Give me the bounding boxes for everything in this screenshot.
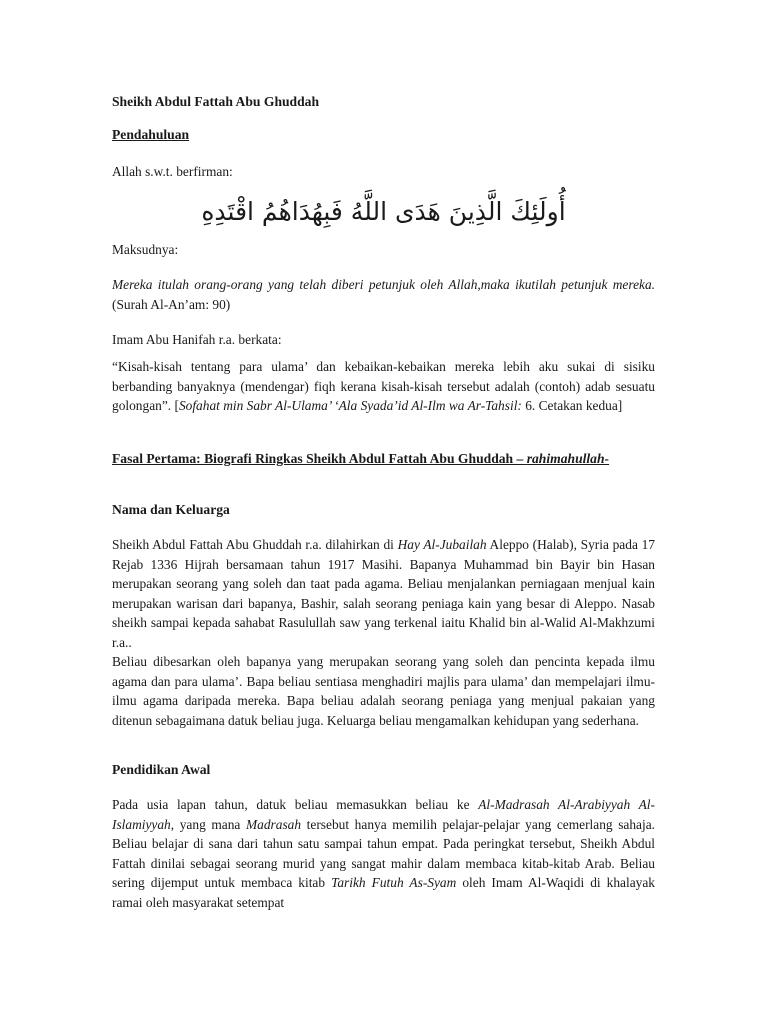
allah-says-text: Allah s.w.t. berfirman: [112,164,233,179]
chapter-heading-italic: rahimahullah- [526,451,610,466]
chapter-heading-text: Fasal Pertama: Biografi Ringkas Sheikh Abdul Fattah Abu Ghuddah – [112,451,524,466]
translation-reference: (Surah Al-An’am: 90) [112,296,231,312]
book-title: Tarikh Futuh As-Syam [331,875,457,890]
school-name: Al-Madrasah Al-Arabiyyah Al-Islamiyyah [112,797,655,832]
maksudnya-text: Maksudnya: [112,242,179,257]
document-title: Sheikh Abdul Fattah Abu Ghuddah [112,94,320,109]
chapter-heading [112,449,655,469]
birthplace: Hay Al-Jubailah [397,537,487,552]
arabic-verse: أُولَئِكَ الَّذِينَ هَدَى اللَّهُ فَبِهُدَاهُمُ اقْتَدِهِ [201,197,566,226]
imam-quote [112,357,655,416]
quote-source-end: 6. Cetakan kedua] [521,398,623,413]
edu-text-d: oleh Imam Al-Waqidi di khalayak ramai oleh masyarakat setempat [112,875,655,910]
quote-text: “Kisah-kisah tentang para ulama’ dan kebaikan-kebaikan mereka lebih aku sukai di sisiku berbanding banyaknya (mendengar) fiqh kerana kisah-kisah tersebut adalah (contoh) adab sesuatu golongan”. [ [112,359,655,413]
edu-text-b: , yang mana [170,816,246,832]
family-paragraph-2: Beliau dibesarkan oleh bapanya yang merupakan seorang yang soleh dan pencinta kepada ilmu agama dan para ulama’. Bapa beliau sentiasa menghadiri majlis para ulama’ dan mempelajari ilmu-ilmu agama daripada mereka. Bapa beliau adalah seorang peniaga yang menjual pakaian yang ditenun sebagaimana datuk beliau juga. Keluarga beliau mengamalkan kehidupan yang sederhana. [112,654,655,728]
quote-source-italic: Sofahat min Sabr Al-Ulama’ ‘Ala Syada’id Al-Ilm wa Ar-Tahsil: [178,398,522,413]
family-paragraph-1 [112,535,655,652]
family-p1-text-b: Aleppo (Halab), Syria pada 17 Rejab 1336 Hijrah bersamaan tahun 1917 Masihi. Bapanya Muhammad bin Bayir bin Hasan merupakan seorang yang soleh dan taat pada agama. Beliau menjalankan perniagaan menjual kain merupakan warisan dari bapanya, Bashir, salah seorang peniaga kain yang besar di Aleppo. Nasab sheikh sampai kepada sahabat Rasulullah saw yang terkenal iaitu Khalid bin al-Walid Al-Makhzumi r.a.. [112,537,655,650]
family-p1-text-a: Sheikh Abdul Fattah Abu Ghuddah r.a. dilahirkan di [112,537,398,552]
education-paragraph [112,795,655,912]
imam-says-text: Imam Abu Hanifah r.a. berkata: [112,332,282,347]
edu-text-c: tersebut hanya memilih pelajar-pelajar yang cemerlang sahaja. Beliau belajar di sana dari tahun satu sampai tahun empat. Pada peringkat tersebut, Sheikh Abdul Fattah dinilai sebagai seorang murid yang sangat mahir dalam membaca kitab-kitab Arab. Beliau sering dijemput untuk membaca kitab [112,816,656,890]
intro-heading: Pendahuluan [112,127,190,142]
education-heading: Pendidikan Awal [112,762,211,777]
edu-text-a: Pada usia lapan tahun, datuk beliau memasukkan beliau ke [112,797,479,812]
translation-italic: Mereka itulah orang-orang yang telah diberi petunjuk oleh Allah,maka ikutilah petunjuk mereka. [112,277,655,292]
family-heading: Nama dan Keluarga [112,502,230,517]
madrasah-word: Madrasah [246,816,302,832]
verse-translation [112,275,655,314]
